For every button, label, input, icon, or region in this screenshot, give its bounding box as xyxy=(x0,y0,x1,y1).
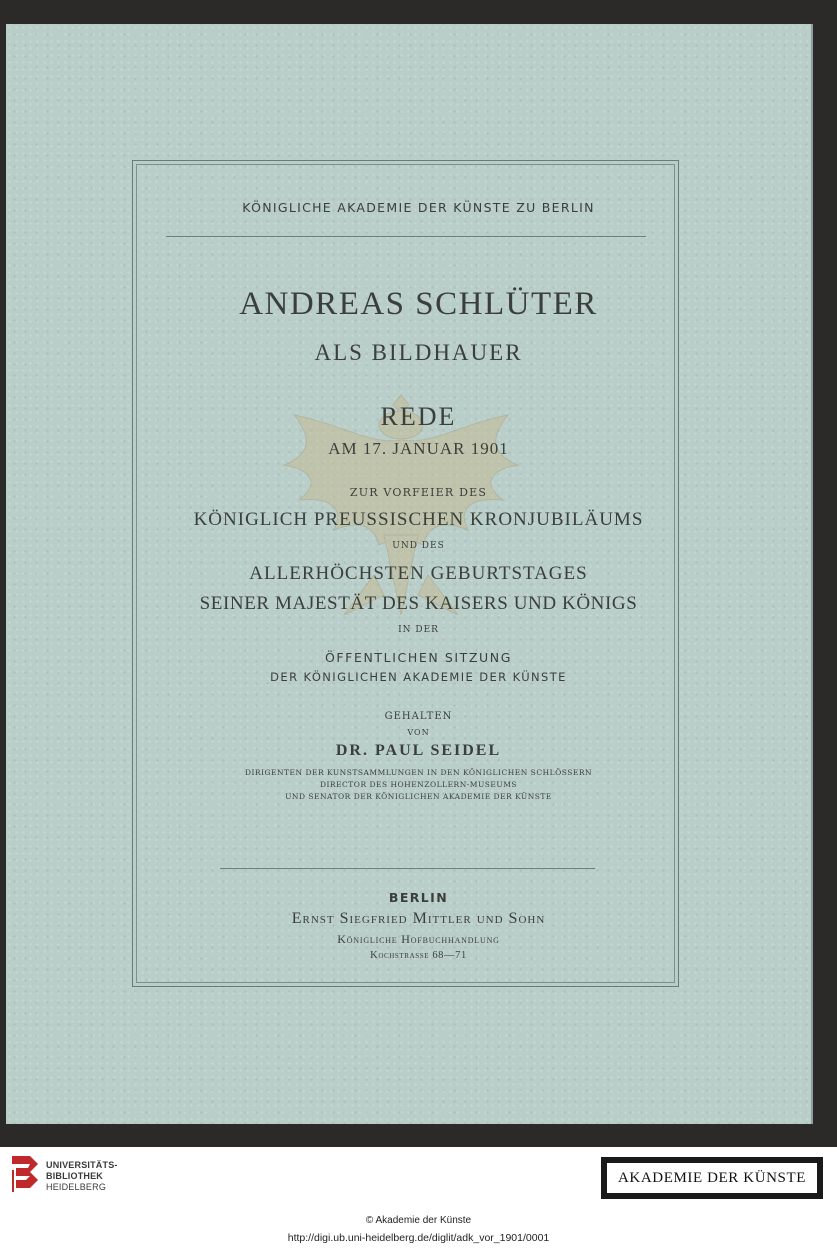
occasion-line-6: IN DER xyxy=(398,625,439,635)
publisher-address: Kochstrasse 68—71 xyxy=(370,950,467,961)
main-title: ANDREAS SCHLÜTER xyxy=(239,286,598,322)
occasion-line-1: ZUR VORFEIER DES xyxy=(349,486,488,499)
academy-badge-label: AKADEMIE DER KÜNSTE xyxy=(607,1163,817,1193)
session-line-2: DER KÖNIGLICHEN AKADEMIE DER KÜNSTE xyxy=(270,670,567,684)
academy-badge[interactable] xyxy=(601,1157,823,1199)
library-name-line-1: UNIVERSITÄTS- xyxy=(46,1160,118,1170)
bottom-rule xyxy=(220,868,595,869)
permalink-url[interactable]: http://digi.ub.uni-heidelberg.de/diglit/adk_vor_1901/0001 xyxy=(287,1232,550,1244)
session-line-1: ÖFFENTLICHEN SITZUNG xyxy=(324,650,513,665)
library-name-line-2: BIBLIOTHEK xyxy=(46,1171,103,1181)
speech-date: AM 17. JANUAR 1901 xyxy=(328,439,509,458)
library-name-line-3: HEIDELBERG xyxy=(46,1182,107,1192)
publisher-role: Königliche Hofbuchhandlung xyxy=(337,932,500,946)
author-name: DR. PAUL SEIDEL xyxy=(335,742,502,759)
publisher-name: Ernst Siegfried Mittler und Sohn xyxy=(291,910,546,927)
occasion-line-3: UND DES xyxy=(392,541,445,551)
by-label: VON xyxy=(407,728,430,737)
institution-heading: KÖNIGLICHE AKADEMIE DER KÜNSTE ZU BERLIN xyxy=(242,200,595,215)
author-role-2: DIRECTOR DES HOHENZOLLERN-MUSEUMS xyxy=(319,780,518,789)
subtitle: ALS BILDHAUER xyxy=(314,340,523,365)
occasion-line-5: SEINER MAJESTÄT DES KAISERS UND KÖNIGS xyxy=(199,593,638,614)
publisher-city: BERLIN xyxy=(388,890,449,905)
copyright-notice: © Akademie der Künste xyxy=(365,1215,472,1226)
top-rule xyxy=(166,236,646,237)
occasion-line-2: KÖNIGLICH PREUSSISCHEN KRONJUBILÄUMS xyxy=(193,509,644,530)
occasion-line-4: ALLERHÖCHSTEN GEBURTSTAGES xyxy=(249,563,588,584)
author-role-1: DIRIGENTEN DER KUNSTSAMMLUNGEN IN DEN KÖNIGLICHEN SCHLÖSSERN xyxy=(244,768,593,777)
held-label: GEHALTEN xyxy=(384,711,453,722)
rede-label: REDE xyxy=(380,402,457,431)
author-role-3: UND SENATOR DER KÖNIGLICHEN AKADEMIE DER KÜNSTE xyxy=(285,792,552,801)
university-library-logo-icon[interactable] xyxy=(8,1152,46,1196)
